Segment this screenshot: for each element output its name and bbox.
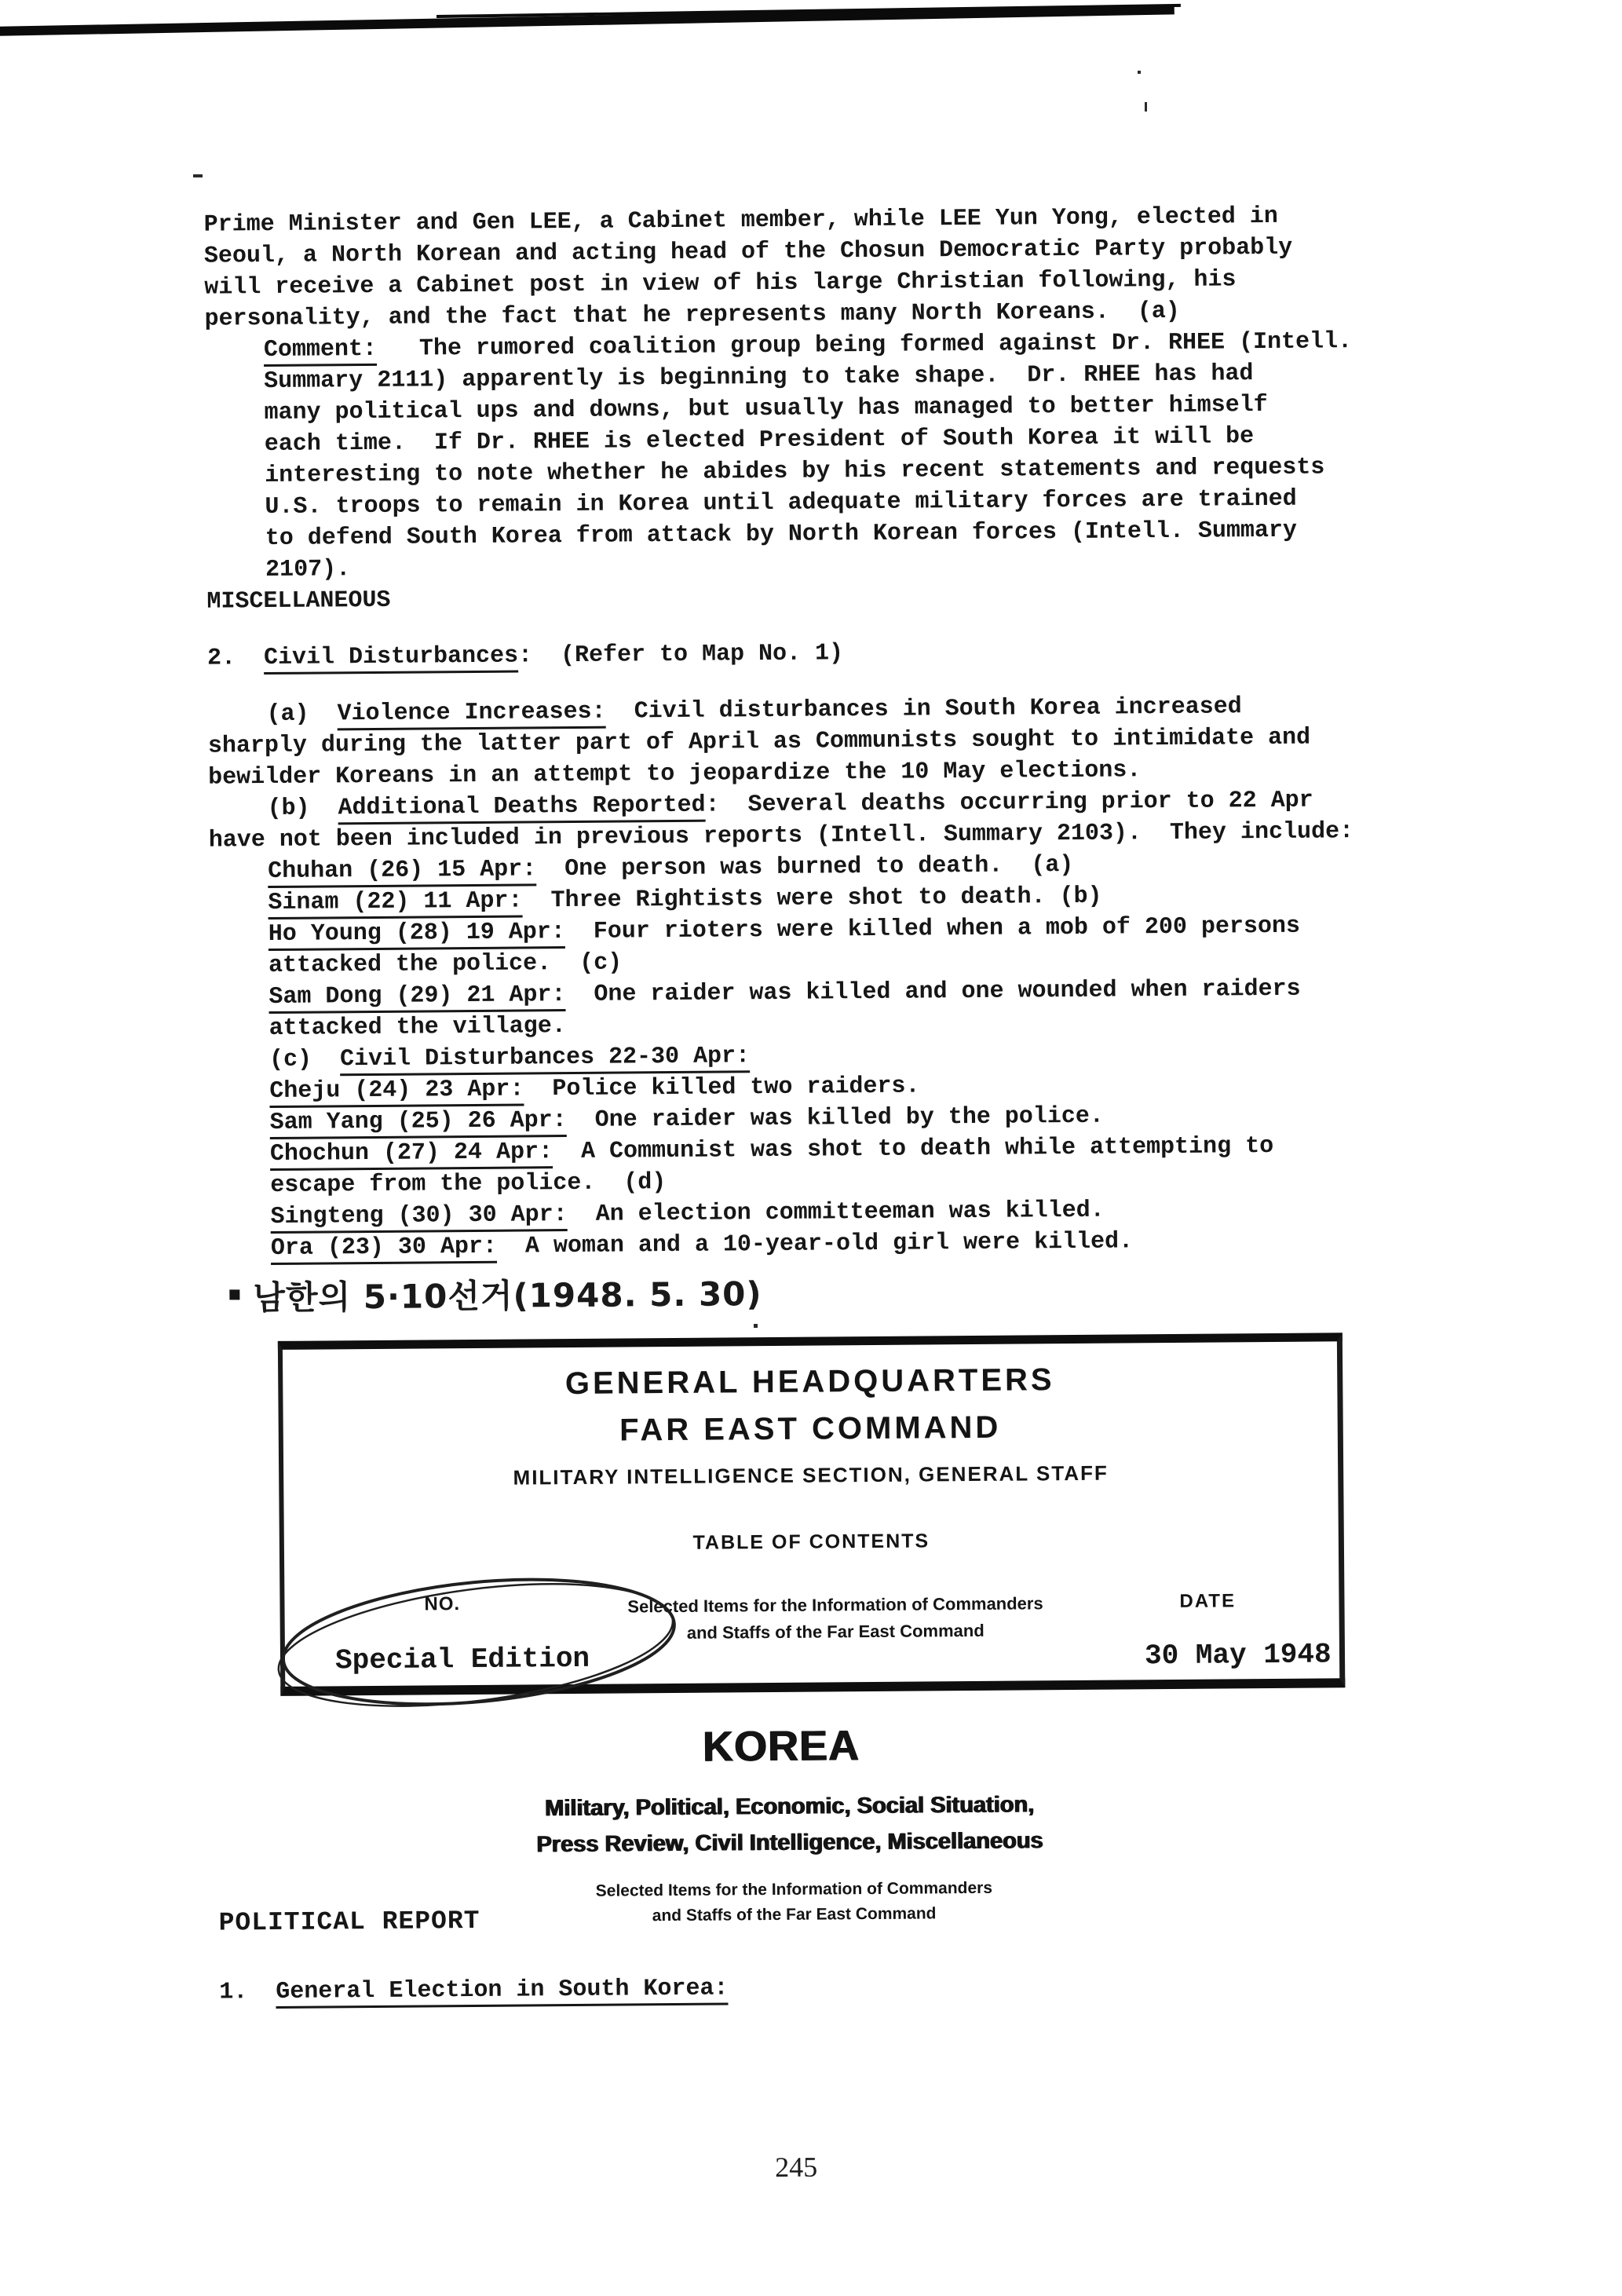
- body-line: bewilder Koreans in an attempt to jeopardize the 10 May elections.: [208, 757, 1142, 792]
- subsection-additional-deaths: (b) Additional Deaths Reported: Several deaths occurring prior to 22 Apr: [267, 784, 1356, 824]
- special-edition-stamp: Special Edition: [334, 1642, 590, 1677]
- square-bullet-icon: [229, 1289, 239, 1300]
- subsection-civil-disturbances-22-30: (c) Civil Disturbances 22-30 Apr:: [269, 1036, 1358, 1076]
- selected-items-line-1: Selected Items for the Information of Commanders: [627, 1593, 1043, 1617]
- country-title: KOREA: [702, 1722, 860, 1771]
- body-line: have not been included in previous reports (Intell. Summary 2103). They include:: [208, 818, 1354, 854]
- body-line: Seoul, a North Korean and acting head of the Chosun Democratic Party probably: [203, 234, 1293, 270]
- subtitle-line-2: Press Review, Civil Intelligence, Miscellaneous: [536, 1828, 1043, 1858]
- date-value: 30 May 1948: [1144, 1638, 1332, 1673]
- incident-entry: Ora (23) 30 Apr: A woman and a 10-year-old girl were killed.: [271, 1224, 1360, 1264]
- comment-line: Comment: The rumored coalition group being formed against Dr. RHEE (Intell.: [264, 326, 1353, 366]
- incident-entry: Chuhan (26) 15 Apr: One person was burned to death. (a): [268, 847, 1357, 887]
- body-line: many political ups and downs, but usually has managed to better himself: [264, 391, 1268, 427]
- no-label: NO.: [424, 1593, 461, 1615]
- incident-entry: Cheju (24) 23 Apr: Police killed two raiders.: [269, 1067, 1358, 1107]
- body-line: to defend South Korea from attack by North Korean forces (Intell. Summary: [265, 517, 1298, 553]
- body-line: attacked the village.: [269, 1013, 566, 1043]
- incident-entry: Chochun (27) 24 Apr: A Communist was shot to death while attempting to: [270, 1130, 1359, 1170]
- masthead-line-2: FAR EAST COMMAND: [619, 1409, 1002, 1448]
- incident-entry: Sam Yang (25) 26 Apr: One raider was killed by the police.: [269, 1099, 1358, 1139]
- body-line: each time. If Dr. RHEE is elected President of South Korea it will be: [264, 423, 1255, 459]
- incident-entry: Singteng (30) 30 Apr: An election committeeman was killed.: [270, 1193, 1359, 1233]
- body-line: U.S. troops to remain in Korea until adequate military forces are trained: [265, 485, 1297, 521]
- date-label: DATE: [1179, 1590, 1237, 1612]
- body-line: interesting to note whether he abides by his recent statements and requests: [265, 454, 1325, 490]
- body-line: attacked the police. (c): [268, 949, 623, 980]
- selected-items-line-1: Selected Items for the Information of Commanders: [595, 1878, 993, 1900]
- selected-items-line-2: and Staffs of the Far East Command: [686, 1620, 985, 1643]
- masthead-line-3: MILITARY INTELLIGENCE SECTION, GENERAL STAFF: [513, 1461, 1109, 1490]
- table-of-contents-label: TABLE OF CONTENTS: [692, 1530, 930, 1554]
- ghq-masthead-box: [278, 1333, 1346, 1696]
- subtitle-line-1: Military, Political, Economic, Social Situation,: [544, 1792, 1035, 1822]
- report-body: [204, 200, 1360, 1264]
- korean-caption: 남한의 5·10선거(1948. 5. 30): [253, 1274, 762, 1318]
- incident-entry: Sinam (22) 11 Apr: Three Rightists were shot to death. (b): [268, 879, 1357, 919]
- body-line: sharply during the latter part of April as Communists sought to intimidate and: [207, 724, 1311, 760]
- selected-items-line-2: and Staffs of the Far East Command: [652, 1904, 937, 1925]
- body-line: Prime Minister and Gen LEE, a Cabinet member, while LEE Yun Yong, elected in: [203, 203, 1279, 239]
- masthead-line-1: GENERAL HEADQUARTERS: [564, 1362, 1055, 1402]
- section-heading-civil-disturbances: 2. Civil Disturbances: (Refer to Map No. 1): [207, 634, 1355, 674]
- incident-entry: Sam Dong (29) 21 Apr: One raider was killed and one wounded when raiders: [269, 973, 1357, 1013]
- body-line: 2107).: [265, 556, 351, 584]
- political-report-heading: POLITICAL REPORT: [218, 1906, 480, 1938]
- section-heading-miscellaneous: MISCELLANEOUS: [206, 587, 391, 616]
- item-general-election-heading: 1. General Election in South Korea:: [219, 1975, 728, 2005]
- body-line: personality, and the fact that he represents many North Koreans. (a): [204, 298, 1180, 333]
- body-line: escape from the police. (d): [270, 1169, 667, 1200]
- body-line: will receive a Cabinet post in view of his large Christian following, his: [204, 266, 1237, 302]
- incident-entry: Ho Young (28) 19 Apr: Four rioters were killed when a mob of 200 persons: [269, 910, 1357, 950]
- body-line: Summary 2111) apparently is beginning to take shape. Dr. RHEE has had: [264, 360, 1254, 396]
- page-number: 245: [774, 2151, 818, 2183]
- subsection-violence-increases: (a) Violence Increases: Civil disturbances in South Korea increased: [266, 690, 1355, 730]
